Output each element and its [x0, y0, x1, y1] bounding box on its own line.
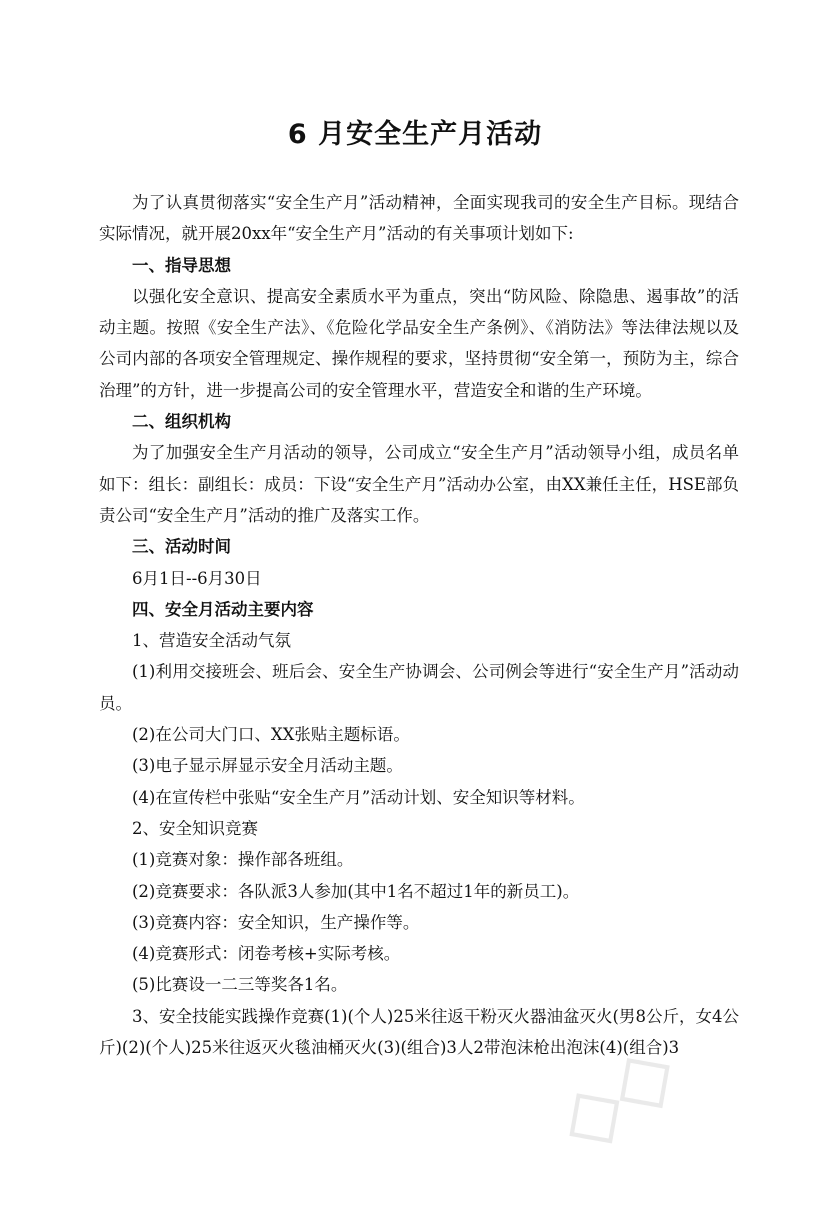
paragraph: 6月1日--6月30日 [132, 568, 262, 588]
section-heading: 一、指导思想 [132, 255, 231, 275]
paragraph: (3)竞赛内容：安全知识，生产操作等。 [132, 912, 420, 932]
paragraph: 以强化安全意识、提高安全素质水平为重点，突出“防风险、除隐患、遏事故”的活动主题。按照《安全生产法》、《危险化学品安全生产条例》、《消防法》等法律法规以及公司内部的各项安全管理规定、操作规程的要求，坚持贯彻“安全第一，预防为主，综合治理”的方针，进一步提高公司的安全管理水平，营造安全和谐的生产环境。 [99, 286, 739, 400]
paragraph: 为了加强安全生产月活动的领导，公司成立“安全生产月”活动领导小组，成员名单如下：组长：副组长：成员：下设“安全生产月”活动办公室，由XX兼任主任，HSE部负责公司“安全生产月”活动的推广及落实工作。 [99, 443, 739, 525]
paragraph: (2)竞赛要求：各队派3人参加(其中1名不超过1年的新员工)。 [132, 881, 580, 901]
paragraph: (2)在公司大门口、XX张贴主题标语。 [132, 725, 410, 745]
paragraph: 2、安全知识竞赛 [132, 818, 258, 838]
paragraph: 为了认真贯彻落实“安全生产月”活动精神，全面实现我司的安全生产目标。现结合实际情况，就开展20xx年“安全生产月”活动的有关事项计划如下: [99, 193, 739, 244]
paragraph: (5)比赛设一二三等奖各1名。 [132, 975, 348, 995]
section-heading: 三、活动时间 [132, 537, 231, 557]
paragraph: (4)在宣传栏中张贴“安全生产月”活动计划、安全知识等材料。 [132, 787, 585, 807]
paragraph: (3)电子显示屏显示安全月活动主题。 [132, 756, 403, 776]
watermark: ◇◇ [538, 1021, 693, 1169]
paragraph: (4)竞赛形式：闭卷考核+实际考核。 [132, 944, 401, 964]
document-body [99, 187, 739, 1063]
paragraph: (1)利用交接班会、班后会、安全生产协调会、公司例会等进行“安全生产月”活动动员。 [99, 662, 739, 713]
section-heading: 四、安全月活动主要内容 [132, 599, 314, 619]
paragraph: 1、营造安全活动气氛 [132, 631, 291, 651]
section-heading: 二、组织机构 [132, 412, 231, 432]
paragraph: (1)竞赛对象：操作部各班组。 [132, 850, 354, 870]
paragraph: 3、安全技能实践操作竞赛(1)(个人)25米往返干粉灭火器油盆灭火(男8公斤，女4公斤)(2)(个人)25米往返灭火毯油桶灭火(3)(组合)3人2带泡沫枪出泡沫(4)(组合)3 [99, 1006, 739, 1058]
document-title: 6 月安全生产月活动 [287, 119, 543, 150]
